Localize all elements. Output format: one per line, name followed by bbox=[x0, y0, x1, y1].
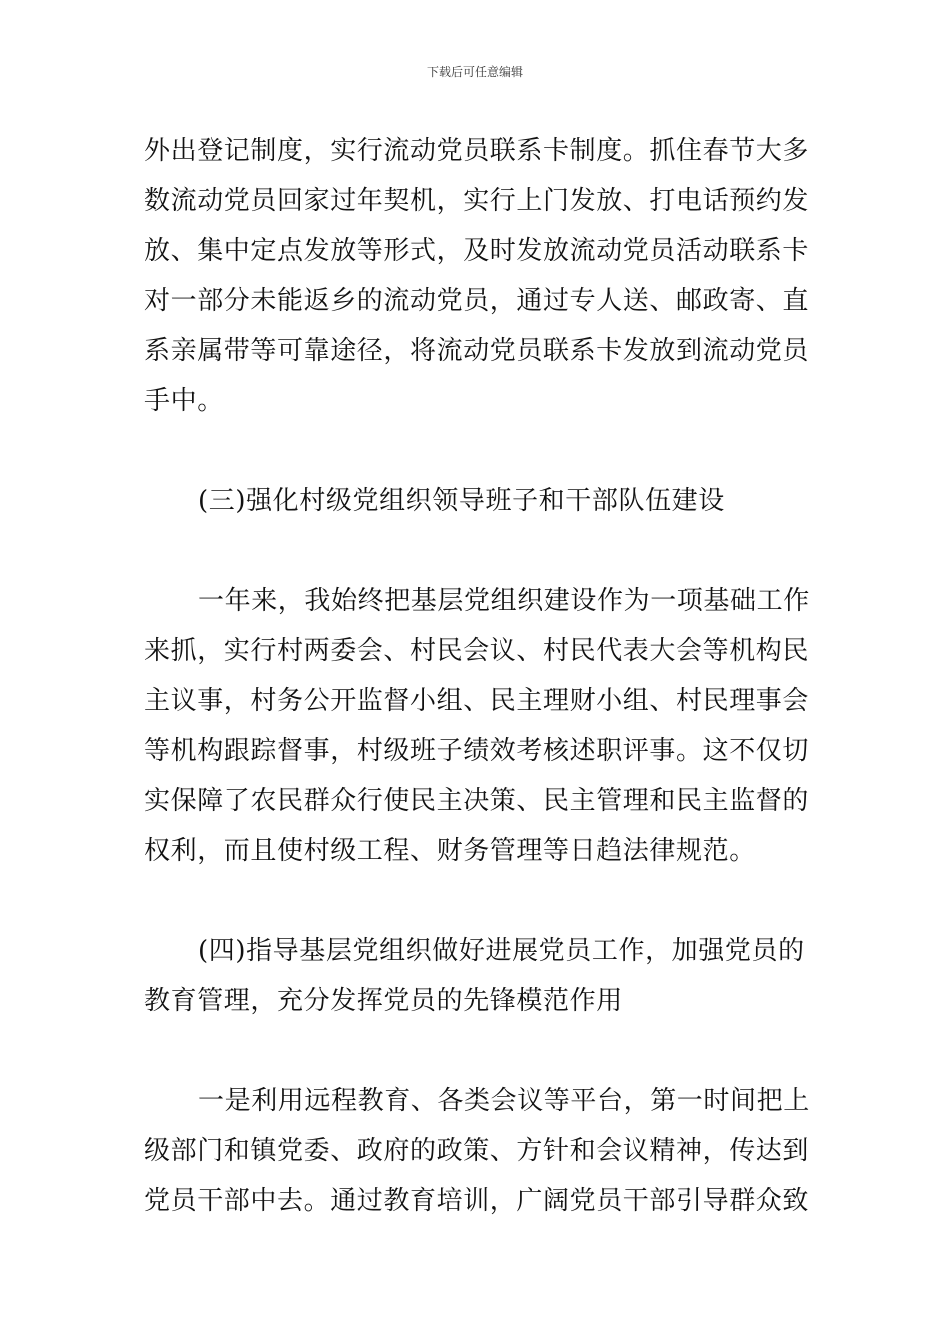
paragraph-village-governance bbox=[144, 576, 809, 876]
text-line: 等机构跟踪督事，村级班子绩效考核述职评事。这不仅切 bbox=[144, 736, 810, 766]
text-line: 对一部分未能返乡的流动党员，通过专人送、邮政寄、直 bbox=[144, 286, 810, 316]
text-line: 手中。 bbox=[144, 386, 224, 416]
section-heading-4 bbox=[144, 926, 809, 1026]
text-line: 权利，而且使村级工程、财务管理等日趋法律规范。 bbox=[144, 836, 756, 866]
paragraph-spacer bbox=[144, 1026, 809, 1076]
heading-line: 教育管理，充分发挥党员的先锋模范作用 bbox=[144, 986, 623, 1016]
text-line: 放、集中定点发放等形式，及时发放流动党员活动联系卡 bbox=[144, 236, 810, 266]
text-line: 数流动党员回家过年契机，实行上门发放、打电话预约发 bbox=[144, 186, 810, 216]
text-line: 来抓，实行村两委会、村民会议、村民代表大会等机构民 bbox=[144, 636, 810, 666]
paragraph-spacer bbox=[144, 426, 809, 476]
paragraph-spacer bbox=[144, 526, 809, 576]
text-line: 党员干部中去。通过教育培训，广阔党员干部引导群众致 bbox=[144, 1186, 810, 1216]
heading-line: (四)指导基层党组织做好进展党员工作，加强党员的 bbox=[198, 936, 805, 966]
paragraph-remote-education bbox=[144, 1076, 809, 1226]
section-heading-3 bbox=[144, 476, 809, 526]
text-line: 实保障了农民群众行使民主决策、民主管理和民主监督的 bbox=[144, 786, 810, 816]
heading-line: (三)强化村级党组织领导班子和干部队伍建设 bbox=[198, 486, 725, 516]
document-body bbox=[144, 126, 809, 1226]
text-line: 主议事，村务公开监督小组、民主理财小组、村民理事会 bbox=[144, 686, 810, 716]
text-line: 系亲属带等可靠途径，将流动党员联系卡发放到流动党员 bbox=[144, 336, 810, 366]
text-line: 级部门和镇党委、政府的政策、方针和会议精神，传达到 bbox=[144, 1136, 810, 1166]
text-line: 一年来，我始终把基层党组织建设作为一项基础工作 bbox=[198, 586, 810, 616]
paragraph-spacer bbox=[144, 876, 809, 926]
text-line: 外出登记制度，实行流动党员联系卡制度。抓住春节大多 bbox=[144, 136, 810, 166]
page-header: 下载后可任意编辑 bbox=[426, 65, 523, 79]
paragraph-flow-members bbox=[144, 126, 809, 426]
text-line: 一是利用远程教育、各类会议等平台，第一时间把上 bbox=[198, 1086, 810, 1116]
